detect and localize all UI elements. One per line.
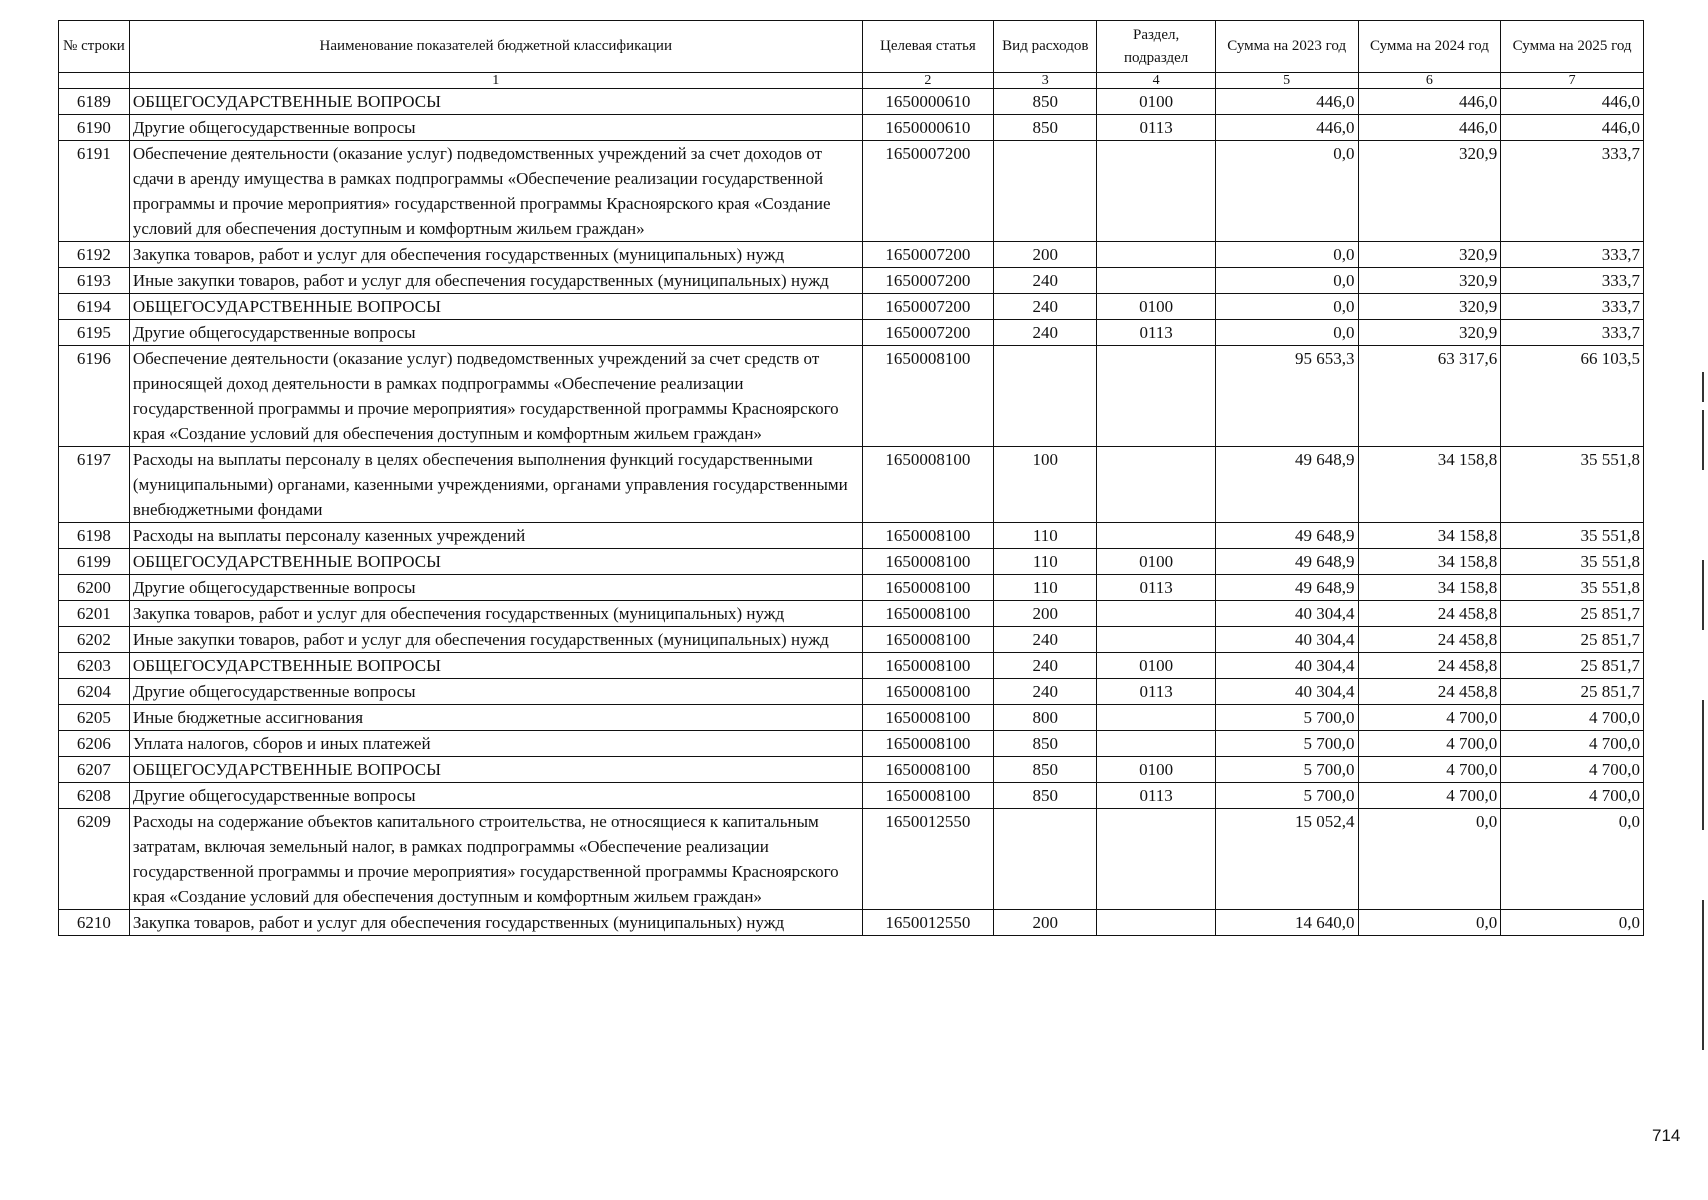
row-sum-2024: 446,0: [1358, 115, 1501, 141]
row-vid: 110: [994, 575, 1097, 601]
row-target-code: 1650007200: [862, 294, 994, 320]
row-name: Иные закупки товаров, работ и услуг для обеспечения государственных (муниципальных) нужд: [129, 627, 862, 653]
row-sum-2023: 95 653,3: [1215, 346, 1358, 447]
row-name: Уплата налогов, сборов и иных платежей: [129, 731, 862, 757]
table-row: [59, 601, 1644, 627]
header-sum-2023: Сумма на 2023 год: [1215, 21, 1358, 73]
row-section: [1097, 447, 1215, 523]
table-row: [59, 447, 1644, 523]
row-section: [1097, 346, 1215, 447]
row-section: 0100: [1097, 89, 1215, 115]
row-sum-2023: 0,0: [1215, 320, 1358, 346]
row-sum-2023: 40 304,4: [1215, 627, 1358, 653]
table-row: [59, 910, 1644, 936]
scan-edge-mark: [1702, 560, 1704, 630]
table-row: [59, 653, 1644, 679]
row-target-code: 1650000610: [862, 89, 994, 115]
row-section: [1097, 910, 1215, 936]
row-number: 6196: [59, 346, 130, 447]
row-name: Другие общегосударственные вопросы: [129, 575, 862, 601]
table-row: [59, 627, 1644, 653]
row-target-code: 1650007200: [862, 268, 994, 294]
row-vid: 850: [994, 89, 1097, 115]
column-number: 2: [862, 73, 994, 89]
row-sum-2023: 0,0: [1215, 242, 1358, 268]
table-row: [59, 268, 1644, 294]
row-section: 0113: [1097, 575, 1215, 601]
row-vid: 240: [994, 294, 1097, 320]
column-number: 7: [1501, 73, 1644, 89]
row-sum-2025: 446,0: [1501, 89, 1644, 115]
header-section: Раздел, подраздел: [1097, 21, 1215, 73]
row-sum-2025: 446,0: [1501, 115, 1644, 141]
row-number: 6190: [59, 115, 130, 141]
row-number: 6195: [59, 320, 130, 346]
row-sum-2024: 320,9: [1358, 268, 1501, 294]
row-vid: 240: [994, 320, 1097, 346]
row-sum-2024: 34 158,8: [1358, 523, 1501, 549]
row-section: 0100: [1097, 294, 1215, 320]
row-number: 6193: [59, 268, 130, 294]
table-row: [59, 549, 1644, 575]
column-number-row: [59, 73, 1644, 89]
row-name: Закупка товаров, работ и услуг для обеспечения государственных (муниципальных) нужд: [129, 910, 862, 936]
row-section: [1097, 809, 1215, 910]
row-number: 6200: [59, 575, 130, 601]
row-vid: 240: [994, 627, 1097, 653]
row-target-code: 1650008100: [862, 523, 994, 549]
row-sum-2024: 34 158,8: [1358, 549, 1501, 575]
row-vid: 240: [994, 268, 1097, 294]
row-number: 6199: [59, 549, 130, 575]
row-section: 0100: [1097, 653, 1215, 679]
row-sum-2024: 446,0: [1358, 89, 1501, 115]
row-sum-2023: 49 648,9: [1215, 523, 1358, 549]
table-row: [59, 783, 1644, 809]
table-row: [59, 141, 1644, 242]
row-target-code: 1650007200: [862, 320, 994, 346]
row-sum-2024: 63 317,6: [1358, 346, 1501, 447]
row-sum-2025: 333,7: [1501, 242, 1644, 268]
row-number: 6191: [59, 141, 130, 242]
row-sum-2025: 25 851,7: [1501, 653, 1644, 679]
row-number: 6192: [59, 242, 130, 268]
column-number: 4: [1097, 73, 1215, 89]
table-row: [59, 809, 1644, 910]
row-vid: 200: [994, 601, 1097, 627]
row-vid: 110: [994, 523, 1097, 549]
row-vid: [994, 346, 1097, 447]
row-section: 0113: [1097, 320, 1215, 346]
row-target-code: 1650008100: [862, 575, 994, 601]
table-row: [59, 294, 1644, 320]
scan-edge-mark: [1702, 700, 1704, 830]
column-number: 1: [129, 73, 862, 89]
row-sum-2025: 35 551,8: [1501, 447, 1644, 523]
row-sum-2023: 15 052,4: [1215, 809, 1358, 910]
row-number: 6207: [59, 757, 130, 783]
row-vid: 110: [994, 549, 1097, 575]
row-sum-2025: 333,7: [1501, 320, 1644, 346]
header-sum-2025: Сумма на 2025 год: [1501, 21, 1644, 73]
row-vid: 100: [994, 447, 1097, 523]
row-sum-2023: 0,0: [1215, 268, 1358, 294]
row-section: [1097, 731, 1215, 757]
row-vid: [994, 809, 1097, 910]
row-vid: 240: [994, 679, 1097, 705]
row-number: 6194: [59, 294, 130, 320]
row-name: ОБЩЕГОСУДАРСТВЕННЫЕ ВОПРОСЫ: [129, 757, 862, 783]
row-sum-2025: 66 103,5: [1501, 346, 1644, 447]
row-target-code: 1650008100: [862, 447, 994, 523]
row-vid: 850: [994, 757, 1097, 783]
row-target-code: 1650008100: [862, 757, 994, 783]
row-sum-2024: 320,9: [1358, 320, 1501, 346]
row-sum-2023: 40 304,4: [1215, 601, 1358, 627]
row-target-code: 1650008100: [862, 731, 994, 757]
table-body: [59, 89, 1644, 936]
row-sum-2025: 25 851,7: [1501, 627, 1644, 653]
row-number: 6205: [59, 705, 130, 731]
header-vid: Вид расходов: [994, 21, 1097, 73]
header-row-no: № строки: [59, 21, 130, 73]
row-target-code: 1650007200: [862, 242, 994, 268]
row-vid: 240: [994, 653, 1097, 679]
row-target-code: 1650012550: [862, 809, 994, 910]
row-name: Другие общегосударственные вопросы: [129, 679, 862, 705]
row-section: 0113: [1097, 783, 1215, 809]
row-section: 0113: [1097, 115, 1215, 141]
table-row: [59, 731, 1644, 757]
table-row: [59, 242, 1644, 268]
column-number: 3: [994, 73, 1097, 89]
row-vid: 200: [994, 910, 1097, 936]
row-sum-2023: 49 648,9: [1215, 549, 1358, 575]
row-sum-2024: 24 458,8: [1358, 679, 1501, 705]
row-sum-2025: 333,7: [1501, 141, 1644, 242]
row-name: Обеспечение деятельности (оказание услуг) подведомственных учреждений за счет средств от приносящей доход деятельности в рамках подпрограммы «Обеспечение реализации государственной программы и прочие мероприятия» государственной программы Красноярского края «Создание условий для обеспечения доступным и комфортным жильем граждан»: [129, 346, 862, 447]
column-number: 5: [1215, 73, 1358, 89]
row-sum-2024: 24 458,8: [1358, 653, 1501, 679]
row-name: Другие общегосударственные вопросы: [129, 783, 862, 809]
table-row: [59, 89, 1644, 115]
budget-table: [58, 20, 1644, 936]
row-number: 6208: [59, 783, 130, 809]
row-vid: [994, 141, 1097, 242]
row-sum-2024: 320,9: [1358, 141, 1501, 242]
column-number: 6: [1358, 73, 1501, 89]
row-sum-2025: 4 700,0: [1501, 705, 1644, 731]
page-number: 714: [1652, 1126, 1681, 1145]
table-row: [59, 679, 1644, 705]
row-sum-2024: 4 700,0: [1358, 783, 1501, 809]
row-sum-2025: 4 700,0: [1501, 757, 1644, 783]
row-section: [1097, 601, 1215, 627]
row-vid: 850: [994, 783, 1097, 809]
row-number: 6197: [59, 447, 130, 523]
row-sum-2025: 35 551,8: [1501, 575, 1644, 601]
table-row: [59, 705, 1644, 731]
row-target-code: 1650008100: [862, 653, 994, 679]
table-row: [59, 757, 1644, 783]
row-sum-2023: 446,0: [1215, 115, 1358, 141]
row-sum-2023: 40 304,4: [1215, 653, 1358, 679]
row-sum-2025: 0,0: [1501, 809, 1644, 910]
row-target-code: 1650012550: [862, 910, 994, 936]
row-number: 6202: [59, 627, 130, 653]
row-sum-2024: 0,0: [1358, 809, 1501, 910]
row-number: 6198: [59, 523, 130, 549]
row-number: 6210: [59, 910, 130, 936]
row-sum-2024: 34 158,8: [1358, 575, 1501, 601]
row-name: Расходы на содержание объектов капитального строительства, не относящиеся к капитальным затратам, включая земельный налог, в рамках подпрограммы «Обеспечение реализации государственной программы и прочие мероприятия» государственной программы Красноярского края «Создание условий для обеспечения доступным и комфортным жильем граждан»: [129, 809, 862, 910]
row-sum-2025: 4 700,0: [1501, 731, 1644, 757]
row-sum-2023: 49 648,9: [1215, 447, 1358, 523]
row-section: [1097, 268, 1215, 294]
row-vid: 200: [994, 242, 1097, 268]
row-section: [1097, 627, 1215, 653]
row-sum-2025: 0,0: [1501, 910, 1644, 936]
row-name: Другие общегосударственные вопросы: [129, 115, 862, 141]
row-sum-2025: 4 700,0: [1501, 783, 1644, 809]
header-target: Целевая статья: [862, 21, 994, 73]
row-section: [1097, 141, 1215, 242]
row-name: ОБЩЕГОСУДАРСТВЕННЫЕ ВОПРОСЫ: [129, 653, 862, 679]
row-section: [1097, 705, 1215, 731]
row-sum-2024: 320,9: [1358, 294, 1501, 320]
row-sum-2023: 5 700,0: [1215, 731, 1358, 757]
row-sum-2025: 35 551,8: [1501, 549, 1644, 575]
row-target-code: 1650008100: [862, 549, 994, 575]
row-name: Другие общегосударственные вопросы: [129, 320, 862, 346]
row-section: 0100: [1097, 549, 1215, 575]
row-name: ОБЩЕГОСУДАРСТВЕННЫЕ ВОПРОСЫ: [129, 294, 862, 320]
row-sum-2025: 333,7: [1501, 294, 1644, 320]
row-sum-2023: 0,0: [1215, 141, 1358, 242]
row-sum-2023: 0,0: [1215, 294, 1358, 320]
row-sum-2024: 320,9: [1358, 242, 1501, 268]
row-vid: 850: [994, 115, 1097, 141]
row-sum-2023: 5 700,0: [1215, 757, 1358, 783]
row-target-code: 1650000610: [862, 115, 994, 141]
row-sum-2025: 25 851,7: [1501, 601, 1644, 627]
row-target-code: 1650008100: [862, 705, 994, 731]
table-row: [59, 523, 1644, 549]
row-sum-2023: 446,0: [1215, 89, 1358, 115]
row-name: Расходы на выплаты персоналу казенных учреждений: [129, 523, 862, 549]
row-target-code: 1650008100: [862, 346, 994, 447]
row-sum-2023: 5 700,0: [1215, 783, 1358, 809]
scan-edge-mark: [1702, 410, 1704, 470]
row-sum-2024: 34 158,8: [1358, 447, 1501, 523]
row-section: [1097, 523, 1215, 549]
row-sum-2025: 25 851,7: [1501, 679, 1644, 705]
row-vid: 800: [994, 705, 1097, 731]
header-name: Наименование показателей бюджетной классификации: [129, 21, 862, 73]
row-sum-2024: 4 700,0: [1358, 731, 1501, 757]
row-sum-2023: 40 304,4: [1215, 679, 1358, 705]
header-sum-2024: Сумма на 2024 год: [1358, 21, 1501, 73]
row-sum-2024: 4 700,0: [1358, 757, 1501, 783]
row-name: Обеспечение деятельности (оказание услуг) подведомственных учреждений за счет доходов от сдачи в аренду имущества в рамках подпрограммы «Обеспечение реализации государственной программы и прочие мероприятия» государственной программы Красноярского края «Создание условий для обеспечения доступным и комфортным жильем граждан»: [129, 141, 862, 242]
row-target-code: 1650007200: [862, 141, 994, 242]
row-name: Расходы на выплаты персоналу в целях обеспечения выполнения функций государственными (муниципальными) органами, казенными учреждениями, органами управления государственными внебюджетными фондами: [129, 447, 862, 523]
row-number: 6206: [59, 731, 130, 757]
row-name: Иные закупки товаров, работ и услуг для обеспечения государственных (муниципальных) нужд: [129, 268, 862, 294]
row-name: Иные бюджетные ассигнования: [129, 705, 862, 731]
row-number: 6201: [59, 601, 130, 627]
row-section: [1097, 242, 1215, 268]
row-sum-2023: 5 700,0: [1215, 705, 1358, 731]
row-target-code: 1650008100: [862, 627, 994, 653]
row-name: ОБЩЕГОСУДАРСТВЕННЫЕ ВОПРОСЫ: [129, 549, 862, 575]
table-row: [59, 320, 1644, 346]
table-row: [59, 115, 1644, 141]
row-number: 6189: [59, 89, 130, 115]
row-target-code: 1650008100: [862, 601, 994, 627]
row-number: 6209: [59, 809, 130, 910]
scan-edge-mark: [1702, 900, 1704, 1050]
row-name: Закупка товаров, работ и услуг для обеспечения государственных (муниципальных) нужд: [129, 242, 862, 268]
row-name: Закупка товаров, работ и услуг для обеспечения государственных (муниципальных) нужд: [129, 601, 862, 627]
row-sum-2024: 0,0: [1358, 910, 1501, 936]
row-target-code: 1650008100: [862, 679, 994, 705]
row-number: 6204: [59, 679, 130, 705]
row-sum-2023: 14 640,0: [1215, 910, 1358, 936]
row-sum-2024: 24 458,8: [1358, 627, 1501, 653]
row-number: 6203: [59, 653, 130, 679]
table-row: [59, 346, 1644, 447]
column-number: [59, 73, 130, 89]
row-name: ОБЩЕГОСУДАРСТВЕННЫЕ ВОПРОСЫ: [129, 89, 862, 115]
row-sum-2024: 4 700,0: [1358, 705, 1501, 731]
row-target-code: 1650008100: [862, 783, 994, 809]
scan-edge-mark: [1702, 372, 1704, 402]
row-sum-2025: 333,7: [1501, 268, 1644, 294]
row-section: 0100: [1097, 757, 1215, 783]
row-section: 0113: [1097, 679, 1215, 705]
header-row: [59, 21, 1644, 73]
row-sum-2023: 49 648,9: [1215, 575, 1358, 601]
row-sum-2025: 35 551,8: [1501, 523, 1644, 549]
row-sum-2024: 24 458,8: [1358, 601, 1501, 627]
row-vid: 850: [994, 731, 1097, 757]
table-row: [59, 575, 1644, 601]
